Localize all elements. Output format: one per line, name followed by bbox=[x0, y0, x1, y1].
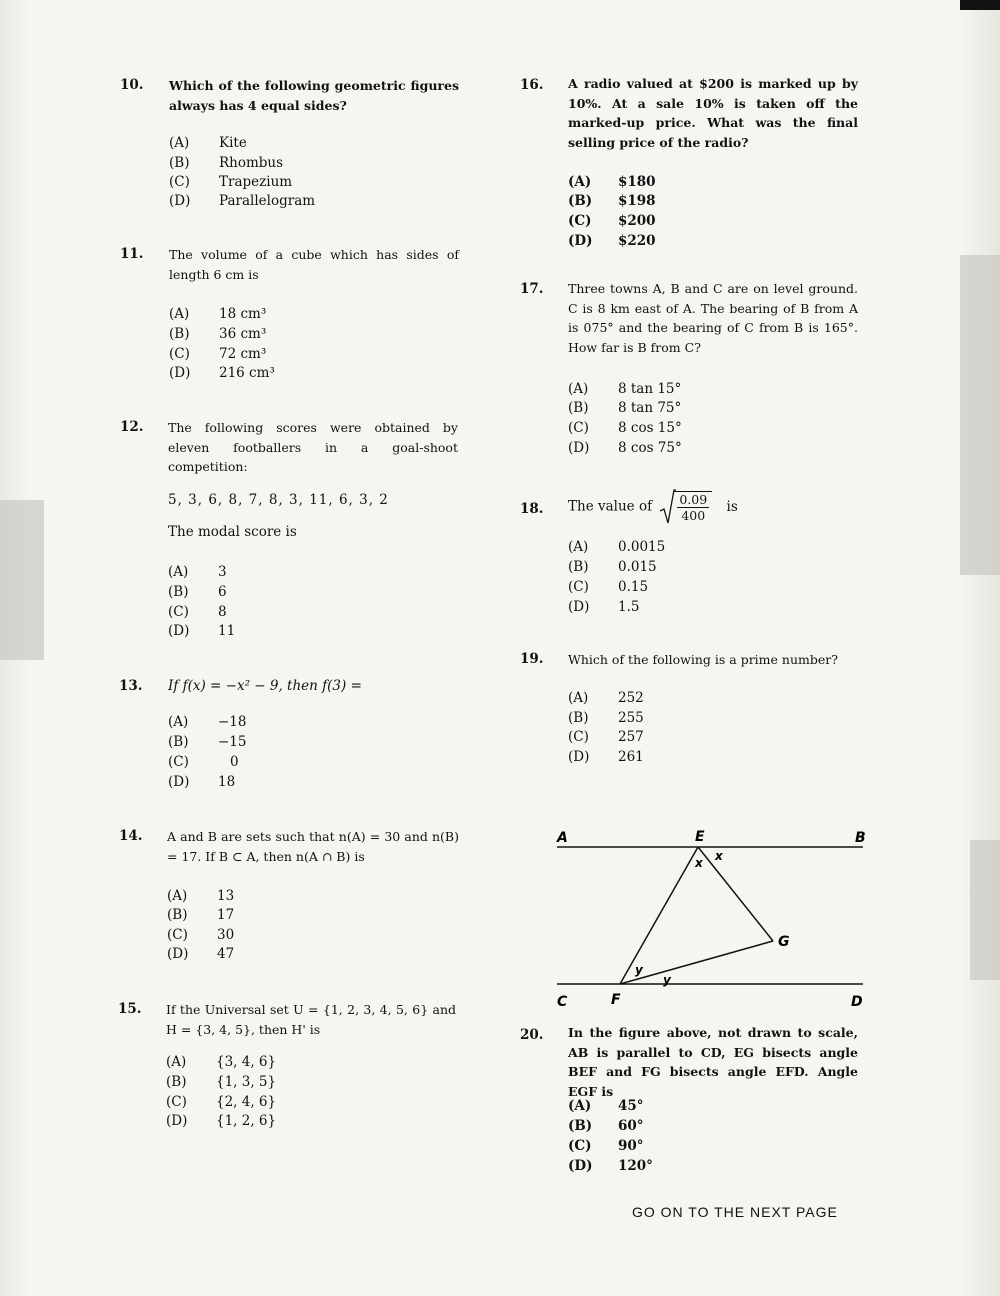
question-number: 11. bbox=[120, 246, 144, 262]
option-a[interactable]: (A) 252 bbox=[568, 690, 644, 706]
option-d[interactable]: (D) 18 bbox=[168, 774, 236, 790]
option-b[interactable]: (B) 17 bbox=[167, 907, 235, 923]
question-number: 17. bbox=[520, 281, 544, 297]
label-a: A bbox=[557, 830, 568, 846]
option-c[interactable]: (C) Trapezium bbox=[169, 174, 293, 190]
option-d[interactable]: (D) Parallelogram bbox=[169, 193, 316, 209]
option-c[interactable]: (C) 257 bbox=[568, 729, 644, 745]
scan-edge-mark bbox=[960, 0, 1000, 10]
option-a[interactable]: (A) 0.0015 bbox=[568, 539, 666, 555]
option-a[interactable]: (A) 45° bbox=[568, 1098, 644, 1114]
question-stem: If the Universal set U = {1, 2, 3, 4, 5, 6} and H = {3, 4, 5}, then H' is bbox=[166, 1002, 456, 1037]
option-d[interactable]: (D) {1, 2, 6} bbox=[166, 1113, 277, 1129]
option-d[interactable]: (D) 261 bbox=[568, 749, 644, 765]
question-stem: The volume of a cube which has sides of length 6 cm is bbox=[169, 247, 459, 282]
option-a[interactable]: (A) 13 bbox=[167, 888, 235, 904]
option-b[interactable]: (B) 255 bbox=[568, 710, 644, 726]
option-d[interactable]: (D) 8 cos 75° bbox=[568, 440, 682, 456]
question-stem: Three towns A, B and C are on level ground. C is 8 km east of A. The bearing of B from A is 075° and the bearing of C from B is 165°. How far is B from C? bbox=[568, 281, 858, 355]
segment-fg bbox=[620, 941, 773, 984]
question-stem: Which of the following geometric figures always has 4 equal sides? bbox=[169, 78, 459, 113]
option-c[interactable]: (C) 8 bbox=[168, 604, 227, 620]
option-c[interactable]: (C) {2, 4, 6} bbox=[166, 1094, 277, 1110]
option-d[interactable]: (D) 120° bbox=[568, 1158, 653, 1174]
label-d: D bbox=[851, 994, 863, 1010]
label-f: F bbox=[611, 992, 621, 1008]
option-b[interactable]: (B) −15 bbox=[168, 734, 247, 750]
question-number: 14. bbox=[119, 828, 143, 844]
option-c[interactable]: (C) 72 cm³ bbox=[169, 346, 267, 362]
question-number: 19. bbox=[520, 651, 544, 667]
option-a[interactable]: (A) $180 bbox=[568, 174, 656, 190]
option-c[interactable]: (C) 8 cos 15° bbox=[568, 420, 682, 436]
question-stem: The following scores were obtained by eleven footballers in a goal-shoot competition: bbox=[168, 420, 458, 474]
question-number: 12. bbox=[120, 419, 144, 435]
question-stem: The value of $\frac{0.09}{400}$ is bbox=[568, 489, 768, 525]
angle-y-upper: y bbox=[635, 963, 643, 977]
option-b[interactable]: (B) 0.015 bbox=[568, 559, 657, 575]
option-d[interactable]: (D) 47 bbox=[167, 946, 235, 962]
option-c[interactable]: (C) 90° bbox=[568, 1138, 644, 1154]
option-a[interactable]: (A) {3, 4, 6} bbox=[166, 1054, 277, 1070]
angle-y-lower: y bbox=[663, 973, 671, 987]
question-stem: If f(x) = −x² − 9, then f(3) = bbox=[168, 678, 362, 694]
question-number: 10. bbox=[120, 77, 144, 93]
option-b[interactable]: (B) {1, 3, 5} bbox=[166, 1074, 277, 1090]
option-b[interactable]: (B) 60° bbox=[568, 1118, 644, 1134]
radicand bbox=[674, 491, 712, 523]
option-c[interactable]: (C) 30 bbox=[167, 927, 235, 943]
label-c: C bbox=[557, 994, 568, 1010]
scan-edge-shadow-right bbox=[960, 255, 1000, 575]
question-stem: Which of the following is a prime number? bbox=[568, 652, 838, 667]
option-b[interactable]: (B) Rhombus bbox=[169, 155, 284, 171]
option-a[interactable]: (A) 3 bbox=[168, 564, 227, 580]
option-a[interactable]: (A) −18 bbox=[168, 714, 247, 730]
score-list: 5, 3, 6, 8, 7, 8, 3, 11, 6, 3, 2 bbox=[168, 492, 389, 508]
question-number: 16. bbox=[520, 77, 544, 93]
option-c[interactable]: (C) $200 bbox=[568, 213, 656, 229]
question-stem: A radio valued at $200 is marked up by 10%. At a sale 10% is taken off the marked-up price. What was the final selling price of the radio? bbox=[568, 76, 858, 150]
parallel-lines-figure bbox=[545, 820, 875, 1015]
option-c[interactable]: (C) 0 bbox=[168, 754, 239, 770]
question-substem: The modal score is bbox=[168, 524, 297, 540]
option-a[interactable]: (A) 8 tan 15° bbox=[568, 381, 682, 397]
option-d[interactable]: (D) 1.5 bbox=[568, 599, 640, 615]
fraction: $\frac{0.09}{400}$ bbox=[679, 492, 708, 523]
angle-x-left: x bbox=[695, 856, 703, 870]
scan-edge-shadow-left bbox=[0, 500, 44, 660]
label-b: B bbox=[855, 830, 866, 846]
option-a[interactable]: (A) 18 cm³ bbox=[169, 306, 267, 322]
question-number: 18. bbox=[520, 501, 544, 517]
angle-x-right: x bbox=[715, 849, 723, 863]
option-a[interactable]: (A) Kite bbox=[169, 135, 247, 151]
option-d[interactable]: (D) 11 bbox=[168, 623, 236, 639]
question-stem: In the figure above, not drawn to scale, AB is parallel to CD, EG bisects angle BEF and FG bisects angle EFD. Angle EGF is bbox=[568, 1025, 858, 1099]
option-b[interactable]: (B) 6 bbox=[168, 584, 227, 600]
label-g: G bbox=[778, 934, 790, 950]
question-number: 13. bbox=[119, 678, 143, 694]
next-page-footer: GO ON TO THE NEXT PAGE bbox=[632, 1204, 838, 1220]
option-b[interactable]: (B) 36 cm³ bbox=[169, 326, 267, 342]
option-c[interactable]: (C) 0.15 bbox=[568, 579, 649, 595]
question-number: 20. bbox=[520, 1027, 544, 1043]
option-b[interactable]: (B) 8 tan 75° bbox=[568, 400, 682, 416]
question-stem: A and B are sets such that n(A) = 30 and n(B) = 17. If B ⊂ A, then n(A ∩ B) is bbox=[167, 829, 459, 864]
scan-edge-shadow-right-lower bbox=[970, 840, 1000, 980]
option-d[interactable]: (D) 216 cm³ bbox=[169, 365, 275, 381]
segment-ef bbox=[620, 847, 698, 984]
segment-eg bbox=[698, 847, 773, 941]
question-number: 15. bbox=[118, 1001, 142, 1017]
label-e: E bbox=[695, 829, 705, 845]
option-d[interactable]: (D) $220 bbox=[568, 233, 656, 249]
option-b[interactable]: (B) $198 bbox=[568, 193, 656, 209]
